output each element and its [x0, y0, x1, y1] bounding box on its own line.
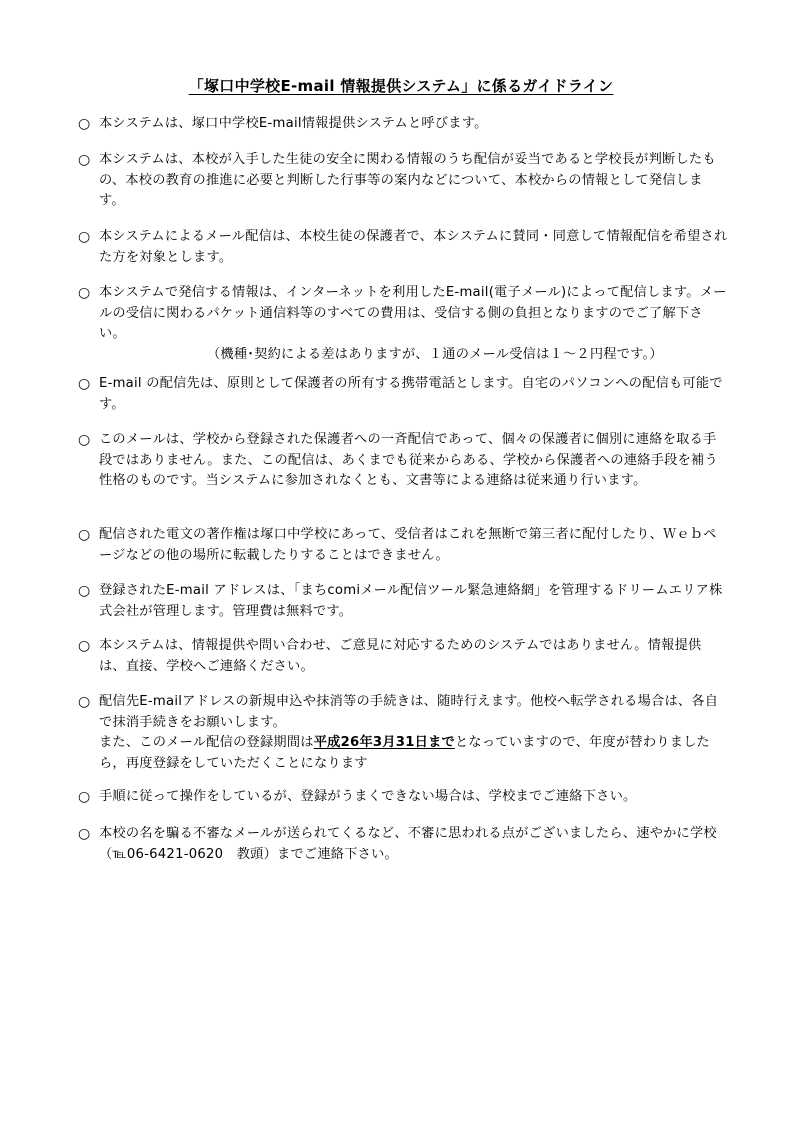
guideline-item-4 [78, 283, 728, 365]
circle-bullet-icon: ○ [78, 376, 91, 392]
guideline-text: 登録されたE-mail アドレスは、「まちcomiメール配信ツール緊急連絡網」を管理するドリームエリア株式会社が管理します。管理費は無料です。 [99, 583, 723, 619]
guideline-item-9 [78, 636, 728, 677]
registration-deadline: 平成26年3月31日まで [313, 735, 455, 750]
document-title-text: 「塚口中学校E-mail 情報提供システム」に係るガイドライン [188, 77, 614, 95]
registration-text-after: となっていますので、年度が替わりましたら，再度登録をしていただくことになります [99, 735, 710, 771]
guideline-text: 本システムは、塚口中学校E-mail情報提供システムと呼びます。 [99, 116, 488, 131]
circle-bullet-icon: ○ [78, 527, 91, 543]
guideline-text: 配信先E-mailアドレスの新規申込や抹消等の手続きは、随時行えます。他校へ転学される場合は、各自で抹消手続きをお願いします。 [99, 694, 719, 730]
guideline-item-8 [78, 581, 728, 622]
guideline-text: 本システムは、本校が入手した生徒の安全に関わる情報のうち配信が妥当であると学校長が判断したもの、本校の教育の推進に必要と判断した行事等の案内などについて、本校からの情報として発信します。 [99, 152, 716, 208]
registration-text-before: また、このメール配信の登録期間は [99, 735, 314, 750]
guideline-item-10 [78, 692, 728, 774]
guideline-text: 本システムで発信する情報は、インターネットを利用したE-mail(電子メール)によって配信します。メールの受信に関わるパケット通信料等のすべての費用は、受信する側の負担となりますのでご了解下さい。 [99, 285, 727, 341]
circle-bullet-icon: ○ [78, 789, 91, 805]
guideline-text: E-mail の配信先は、原則として保護者の所有する携帯電話とします。自宅のパソコンへの配信も可能です。 [99, 376, 723, 412]
guideline-item-1 [78, 114, 728, 135]
guideline-item-7 [78, 525, 728, 566]
circle-bullet-icon: ○ [78, 432, 91, 448]
circle-bullet-icon: ○ [78, 638, 91, 654]
guideline-item-11 [78, 787, 728, 808]
guideline-text: 本校の名を騙る不審なメールが送られてくるなど、不審に思われる点がございましたら、速やかに学校（℡06-6421-0620 教頭）までご連絡下さい。 [99, 826, 717, 862]
circle-bullet-icon: ○ [78, 583, 91, 599]
guideline-text: 本システムは、情報提供や問い合わせ、ご意見に対応するためのシステムではありません。情報提供は、直接、学校へご連絡ください。 [99, 638, 702, 674]
guideline-text: このメールは、学校から登録された保護者への一斉配信であって、個々の保護者に個別に連絡を取る手段ではありません。また、この配信は、あくまでも従来からある、学校から保護者への連絡手段を補う性格のものです。当システムに参加されなくとも、文書等による連絡は従来通り行います。 [99, 432, 718, 488]
guideline-item-6 [78, 430, 728, 492]
guideline-text: 手順に従って操作をしているが、登録がうまくできない場合は、学校までご連絡下さい。 [99, 789, 637, 804]
guideline-item-2 [78, 150, 728, 212]
document-title [0, 75, 802, 97]
circle-bullet-icon: ○ [78, 826, 91, 842]
guideline-item-5 [78, 374, 728, 415]
guideline-text: 本システムによるメール配信は、本校生徒の保護者で、本システムに賛同・同意して情報配信を希望された方を対象とします。 [99, 229, 728, 265]
circle-bullet-icon: ○ [78, 285, 91, 301]
guideline-text: 配信された電文の著作権は塚口中学校にあって、受信者はこれを無断で第三者に配付したり、Ｗｅｂページなどの他の場所に転載したりすることはできません。 [99, 527, 717, 563]
circle-bullet-icon: ○ [78, 229, 91, 245]
circle-bullet-icon: ○ [78, 152, 91, 168]
guideline-item-3 [78, 227, 728, 268]
guideline-note: （機種･契約による差はありますが、１通のメール受信は１～２円程です。） [207, 346, 663, 362]
guideline-text-registration-period [99, 733, 728, 774]
circle-bullet-icon: ○ [78, 116, 91, 132]
circle-bullet-icon: ○ [78, 694, 91, 710]
guideline-item-12 [78, 824, 728, 865]
